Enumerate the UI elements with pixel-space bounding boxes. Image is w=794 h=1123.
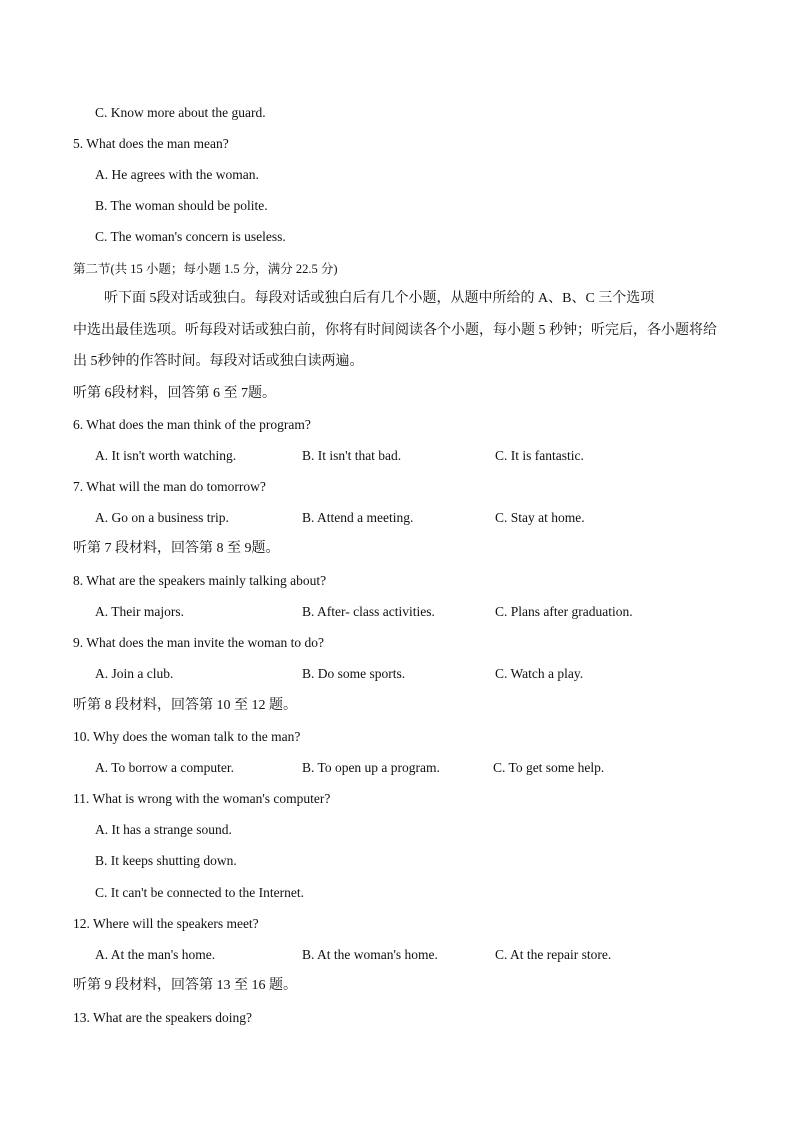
q11-option-b[interactable]: B. It keeps shutting down. (95, 853, 237, 868)
q10-option-b[interactable]: B. To open up a program. (302, 760, 440, 775)
material-7-label: 听第 7 段材料，回答第 8 至 9题。 (73, 541, 280, 556)
q8-option-b[interactable]: B. After- class activities. (302, 604, 435, 619)
q7-option-b[interactable]: B. Attend a meeting. (302, 510, 414, 525)
q6-option-b[interactable]: B. It isn't that bad. (302, 448, 402, 463)
q11-option-c[interactable]: C. It can't be connected to the Internet. (95, 885, 304, 900)
question-6: 6. What does the man think of the program? (73, 417, 311, 432)
q7-option-c[interactable]: C. Stay at home. (495, 510, 585, 525)
question-10: 10. Why does the woman talk to the man? (73, 729, 301, 744)
q9-option-b[interactable]: B. Do some sports. (302, 666, 406, 681)
q8-option-a[interactable]: A. Their majors. (95, 604, 184, 619)
q12-option-c[interactable]: C. At the repair store. (495, 947, 612, 962)
question-5: 5. What does the man mean? (73, 136, 229, 151)
q12-option-a[interactable]: A. At the man's home. (95, 947, 216, 962)
q5-option-a[interactable]: A. He agrees with the woman. (95, 167, 259, 182)
q9-option-c[interactable]: C. Watch a play. (495, 666, 584, 681)
question-11: 11. What is wrong with the woman's computer? (73, 791, 331, 806)
question-9: 9. What does the man invite the woman to do? (73, 635, 324, 650)
q7-option-a[interactable]: A. Go on a business trip. (95, 510, 229, 525)
material-9-label: 听第 9 段材料，回答第 13 至 16 题。 (73, 978, 297, 993)
instructions-line-2: 中选出最佳选项。听每段对话或独白前，你将有时间阅读各个小题，每小题 5 秒钟；听完后，各小题将给 (73, 323, 717, 338)
material-8-label: 听第 8 段材料，回答第 10 至 12 题。 (73, 698, 297, 713)
section-header: 第二节(共 15 小题；每小题 1.5 分，满分 22.5 分) (73, 262, 338, 276)
option-c[interactable]: C. Know more about the guard. (95, 105, 266, 120)
q11-option-a[interactable]: A. It has a strange sound. (95, 822, 232, 837)
instructions-line-1: 听下面 5段对话或独白。每段对话或独白后有几个小题，从题中所给的 A、B、C 三个选项 (104, 291, 655, 306)
q10-option-c[interactable]: C. To get some help. (493, 760, 605, 775)
material-6-label: 听第 6段材料，回答第 6 至 7题。 (73, 386, 276, 401)
q5-option-b[interactable]: B. The woman should be polite. (95, 198, 268, 213)
question-13: 13. What are the speakers doing? (73, 1010, 252, 1025)
q12-option-b[interactable]: B. At the woman's home. (302, 947, 438, 962)
q6-option-a[interactable]: A. It isn't worth watching. (95, 448, 237, 463)
q8-option-c[interactable]: C. Plans after graduation. (495, 604, 633, 619)
q5-option-c[interactable]: C. The woman's concern is useless. (95, 229, 286, 244)
q6-option-c[interactable]: C. It is fantastic. (495, 448, 584, 463)
q9-option-a[interactable]: A. Join a club. (95, 666, 174, 681)
question-8: 8. What are the speakers mainly talking about? (73, 573, 327, 588)
question-12: 12. Where will the speakers meet? (73, 916, 259, 931)
question-7: 7. What will the man do tomorrow? (73, 479, 266, 494)
q10-option-a[interactable]: A. To borrow a computer. (95, 760, 235, 775)
instructions-line-3: 出 5秒钟的作答时间。每段对话或独白读两遍。 (73, 354, 364, 369)
